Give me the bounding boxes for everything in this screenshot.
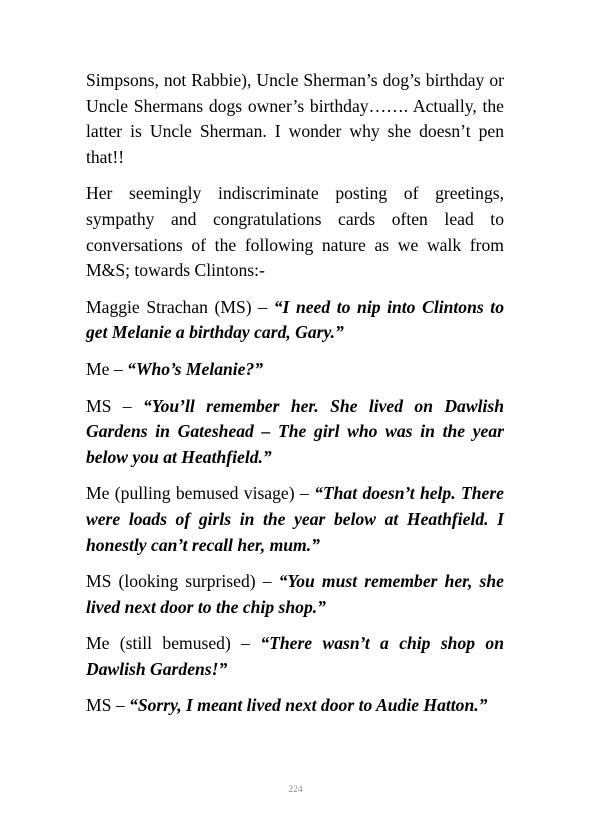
paragraph [86,181,504,283]
speaker-text: Me (pulling bemused visage) – [86,483,315,504]
page-number: 224 [288,785,303,795]
dialogue-line [86,693,504,719]
quoted-speech: “You’ll remember her. She lived on Dawlish Gardens in Gateshead – The girl who was in the year below you at Heathfield.” [86,395,504,467]
dialogue-line [86,481,504,558]
dialogue-line [86,295,504,346]
quoted-speech: “There wasn’t a chip shop on Dawlish Gardens!” [86,633,504,679]
quoted-speech: “Sorry, I meant lived next door to Audie Hatton.” [129,695,488,716]
quoted-speech: “I need to nip into Clintons to get Melanie a birthday card, Gary.” [86,296,504,343]
quoted-speech: “You must remember her, she lived next door to the chip shop.” [86,571,504,617]
speaker-text: Me – [86,358,128,379]
speaker-text: MS (looking surprised) – [86,571,279,592]
speaker-text: Maggie Strachan (MS) – [86,296,274,317]
narration-text: Her seemingly indiscriminate posting of greetings, sympathy and congratulations cards often lead to conversations of the following nature as we walk from M&S; towards Clintons:- [86,183,504,281]
narration-text: Simpsons, not Rabbie), Uncle Sherman’s dog’s birthday or Uncle Shermans dogs owner’s birthday……. Actually, the latter is Uncle Sherman. I wonder why she doesn’t pen that!! [86,70,504,167]
speaker-text: MS – [86,395,143,416]
dialogue-line [86,357,504,383]
quoted-speech: “That doesn’t help. There were loads of girls in the year below at Heathfield. I honestly can’t recall her, mum.” [86,483,504,555]
speaker-text: Me (still bemused) – [86,633,261,654]
dialogue-line [86,394,504,471]
dialogue-line [86,569,504,620]
speaker-text: MS – [86,695,130,716]
page-body [86,68,504,719]
quoted-speech: “Who’s Melanie?” [127,358,264,379]
dialogue-line [86,631,504,682]
paragraph [86,68,504,170]
